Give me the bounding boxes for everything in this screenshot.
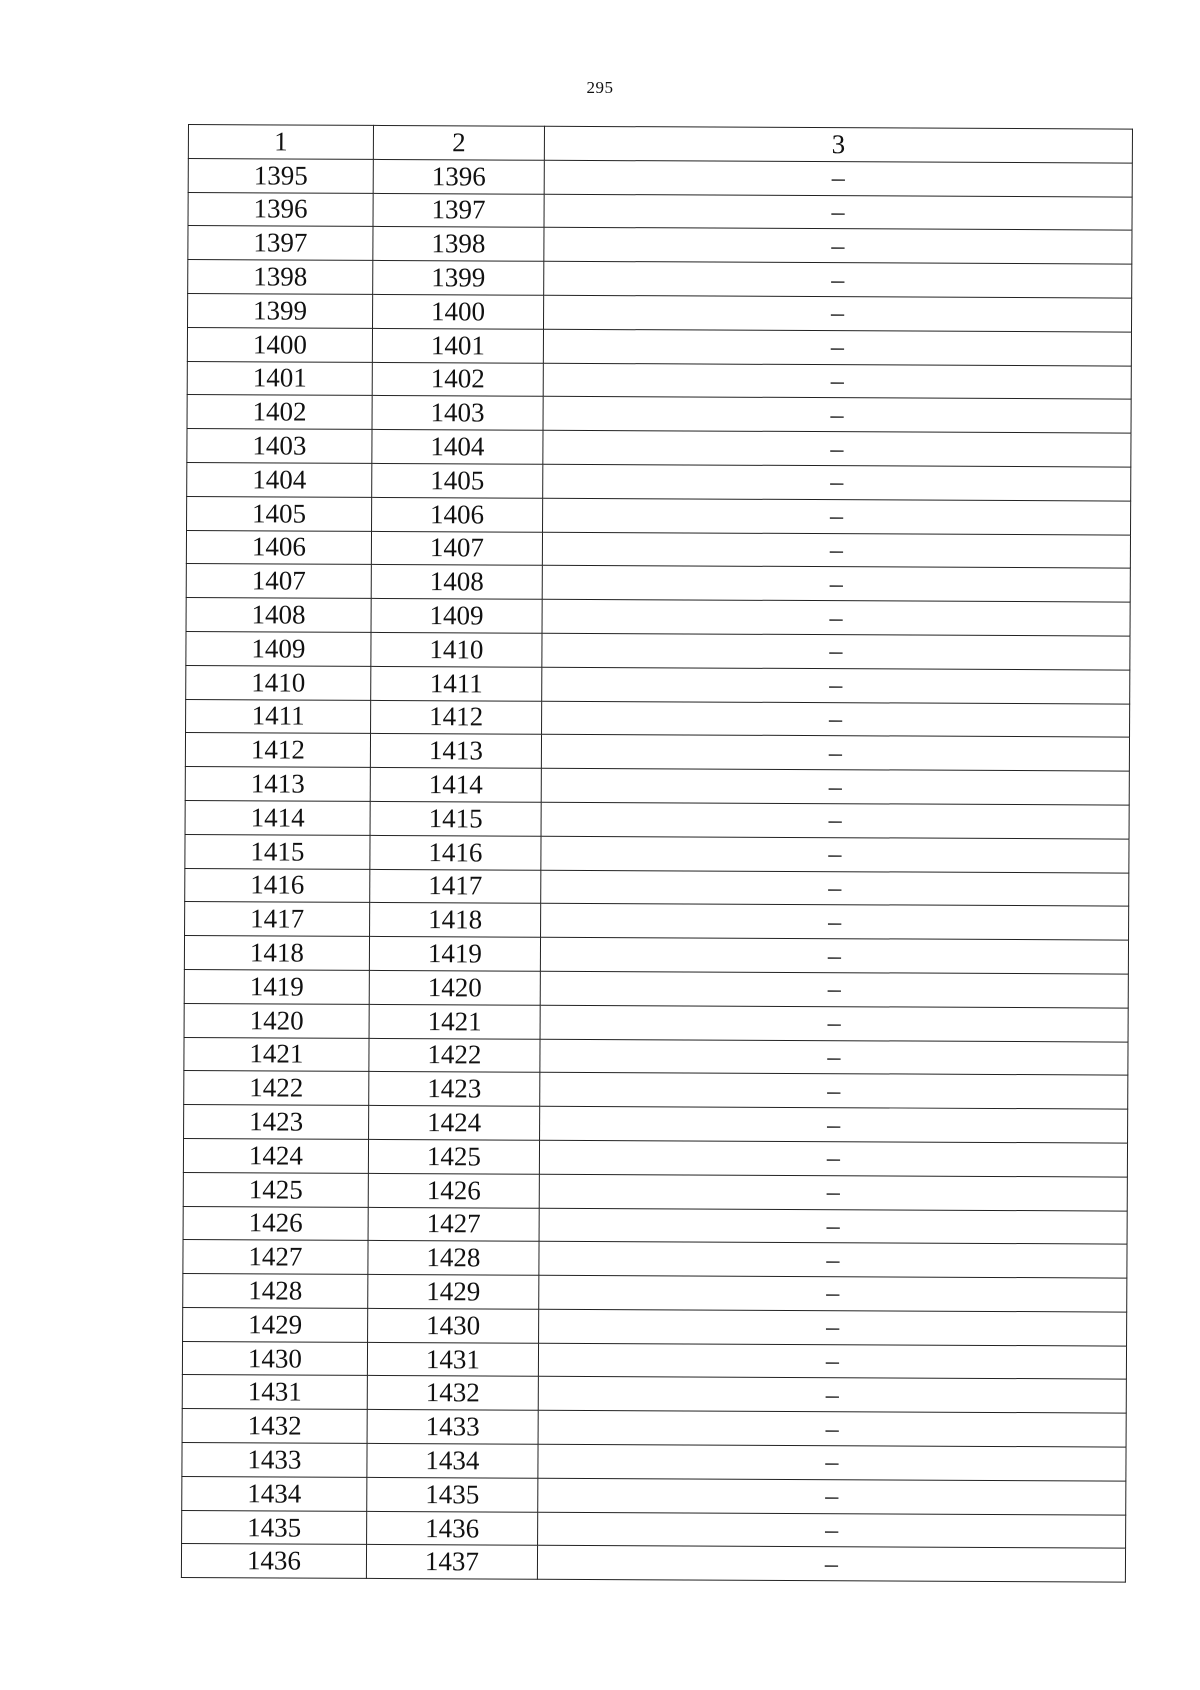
column-header-2: 2 [373,125,544,160]
data-table [181,124,1133,1583]
table-cell-col-1: 1404 [187,462,372,497]
table-cell-col-1: 1423 [184,1105,369,1140]
table-cell-col-1: 1435 [182,1510,367,1545]
table-body [181,158,1132,1582]
table-cell-col-2: 1429 [368,1274,539,1309]
table-cell-col-3: – [540,971,1128,1008]
table-row [183,1138,1127,1176]
table-cell-col-3: – [538,1411,1126,1448]
table-cell-col-2: 1437 [366,1545,537,1580]
column-header-3: 3 [544,126,1132,163]
table-row [187,361,1131,399]
table-cell-col-2: 1403 [372,396,543,431]
table-cell-col-3: – [542,667,1130,704]
table-cell-col-2: 1428 [368,1241,539,1276]
table-cell-col-3: – [538,1377,1126,1414]
table-row [186,530,1130,568]
table-cell-col-2: 1427 [368,1207,539,1242]
table-row [182,1443,1126,1481]
table-cell-col-3: – [539,1140,1127,1177]
table-row [185,834,1129,872]
table-row [183,1206,1127,1244]
table-row [183,1240,1127,1278]
table-cell-col-1: 1430 [182,1341,367,1376]
table-cell-col-3: – [542,532,1130,569]
table-cell-col-2: 1435 [367,1477,538,1512]
table-cell-col-2: 1405 [372,463,543,498]
table-cell-col-1: 1418 [184,936,369,971]
table-row [186,665,1130,703]
table-row [187,395,1131,433]
table-cell-col-3: – [538,1444,1126,1481]
table-cell-col-3: – [538,1512,1126,1549]
table-row [184,1071,1128,1109]
table-cell-col-1: 1419 [184,969,369,1004]
table-cell-col-3: – [543,464,1131,501]
table-cell-col-3: – [541,802,1129,839]
table-cell-col-1: 1401 [187,361,372,396]
table-cell-col-3: – [540,937,1128,974]
table-cell-col-3: – [543,363,1131,400]
table-cell-col-3: – [539,1309,1127,1346]
table-row [184,936,1128,974]
table-cell-col-1: 1422 [184,1071,369,1106]
table-cell-col-3: – [542,599,1130,636]
table-cell-col-3: – [539,1275,1127,1312]
table-row [185,767,1129,805]
table-cell-col-3: – [542,566,1130,603]
table-cell-col-2: 1430 [368,1308,539,1343]
table-cell-col-1: 1436 [181,1544,366,1579]
table-cell-col-2: 1414 [370,768,541,803]
table-cell-col-1: 1416 [185,868,370,903]
table-cell-col-3: – [541,735,1129,772]
table-row [182,1375,1126,1413]
table-cell-col-2: 1402 [372,362,543,397]
table-cell-col-2: 1424 [369,1106,540,1141]
table-cell-col-2: 1419 [369,937,540,972]
table-cell-col-3: – [544,228,1132,265]
table-row [188,226,1132,264]
table-row [184,1037,1128,1075]
table-row [182,1476,1126,1514]
table-cell-col-2: 1408 [371,565,542,600]
table-cell-col-2: 1396 [373,159,544,194]
table-cell-col-3: – [543,397,1131,434]
table-row [186,598,1130,636]
table-cell-col-1: 1421 [184,1037,369,1072]
table-cell-col-2: 1401 [372,328,543,363]
table-cell-col-1: 1429 [183,1307,368,1342]
table-row [188,260,1132,298]
table-row [185,868,1129,906]
table-row [183,1307,1127,1345]
table-cell-col-2: 1434 [367,1443,538,1478]
table-cell-col-3: – [543,329,1131,366]
table-cell-col-2: 1415 [370,801,541,836]
table-cell-col-1: 1403 [187,429,372,464]
table-cell-col-1: 1395 [188,158,373,193]
table-cell-col-2: 1397 [373,193,544,228]
table-cell-col-1: 1433 [182,1443,367,1478]
table-row [187,496,1131,534]
table-cell-col-3: – [538,1478,1126,1515]
table-cell-col-2: 1416 [370,835,541,870]
table-cell-col-1: 1425 [183,1172,368,1207]
table-cell-col-1: 1424 [183,1138,368,1173]
table-row [188,158,1132,196]
table-cell-col-3: – [544,295,1132,332]
table-row [185,733,1129,771]
table-cell-col-2: 1412 [371,700,542,735]
table-cell-col-2: 1399 [373,261,544,296]
table-cell-col-3: – [538,1343,1126,1380]
table-cell-col-1: 1415 [185,834,370,869]
table-cell-col-2: 1398 [373,227,544,262]
table-cell-col-1: 1399 [188,293,373,328]
column-header-1: 1 [188,125,373,160]
table-cell-col-2: 1404 [372,430,543,465]
table-header-row [188,125,1132,163]
data-table-container [181,124,1132,1583]
table-cell-col-1: 1417 [185,902,370,937]
table-cell-col-2: 1411 [371,666,542,701]
table-cell-col-2: 1432 [367,1376,538,1411]
table-cell-col-3: – [541,768,1129,805]
page-number: 295 [586,78,614,97]
table-cell-col-1: 1414 [185,800,370,835]
table-cell-col-1: 1397 [188,226,373,261]
table-cell-col-3: – [540,1005,1128,1042]
table-cell-col-3: – [541,836,1129,873]
table-cell-col-1: 1420 [184,1003,369,1038]
table-row [182,1341,1126,1379]
table-cell-col-3: – [541,870,1129,907]
table-cell-col-3: – [544,261,1132,298]
table-row [188,192,1132,230]
table-row [184,1105,1128,1143]
table-row [187,462,1131,500]
table-cell-col-1: 1413 [185,767,370,802]
table-cell-col-3: – [544,160,1132,197]
table-cell-col-3: – [540,1039,1128,1076]
table-row [186,564,1130,602]
table-cell-col-1: 1406 [186,530,371,565]
table-row [183,1274,1127,1312]
table-cell-col-1: 1410 [186,665,371,700]
table-cell-col-3: – [542,701,1130,738]
table-row [183,1172,1127,1210]
table-cell-col-1: 1434 [182,1476,367,1511]
table-cell-col-3: – [540,1073,1128,1110]
table-cell-col-2: 1421 [369,1004,540,1039]
table-cell-col-2: 1425 [368,1139,539,1174]
table-cell-col-1: 1426 [183,1206,368,1241]
table-cell-col-3: – [543,430,1131,467]
table-cell-col-3: – [543,498,1131,535]
table-cell-col-3: – [539,1174,1127,1211]
table-cell-col-2: 1400 [373,294,544,329]
table-cell-col-1: 1411 [186,699,371,734]
table-cell-col-1: 1409 [186,631,371,666]
table-cell-col-1: 1400 [187,327,372,362]
table-row [185,800,1129,838]
table-cell-col-1: 1432 [182,1409,367,1444]
table-cell-col-1: 1398 [188,260,373,295]
table-cell-col-2: 1436 [367,1511,538,1546]
table-cell-col-2: 1406 [372,497,543,532]
table-cell-col-2: 1422 [369,1038,540,1073]
table-cell-col-2: 1426 [368,1173,539,1208]
table-cell-col-2: 1431 [367,1342,538,1377]
table-row [185,902,1129,940]
table-cell-col-2: 1407 [371,531,542,566]
table-cell-col-1: 1407 [186,564,371,599]
table-cell-col-3: – [540,1106,1128,1143]
table-cell-col-1: 1402 [187,395,372,430]
table-cell-col-2: 1423 [369,1072,540,1107]
table-cell-col-3: – [541,904,1129,941]
table-row [187,429,1131,467]
table-cell-col-1: 1405 [187,496,372,531]
table-cell-col-1: 1408 [186,598,371,633]
table-cell-col-1: 1428 [183,1274,368,1309]
table-cell-col-2: 1420 [369,970,540,1005]
table-cell-col-1: 1427 [183,1240,368,1275]
table-cell-col-1: 1431 [182,1375,367,1410]
table-header [188,125,1132,163]
table-row [188,293,1132,331]
table-cell-col-3: – [537,1546,1125,1583]
table-cell-col-1: 1396 [188,192,373,227]
table-cell-col-3: – [539,1208,1127,1245]
table-cell-col-3: – [539,1242,1127,1279]
table-row [186,699,1130,737]
table-cell-col-1: 1412 [185,733,370,768]
table-row [187,327,1131,365]
table-cell-col-2: 1413 [370,734,541,769]
table-row [181,1544,1125,1582]
table-row [184,969,1128,1007]
table-row [184,1003,1128,1041]
table-cell-col-3: – [544,194,1132,231]
table-cell-col-2: 1433 [367,1410,538,1445]
table-cell-col-3: – [542,633,1130,670]
table-cell-col-2: 1417 [370,869,541,904]
table-cell-col-2: 1410 [371,632,542,667]
table-row [182,1510,1126,1548]
table-cell-col-2: 1418 [370,903,541,938]
table-row [182,1409,1126,1447]
table-cell-col-2: 1409 [371,599,542,634]
table-row [186,631,1130,669]
